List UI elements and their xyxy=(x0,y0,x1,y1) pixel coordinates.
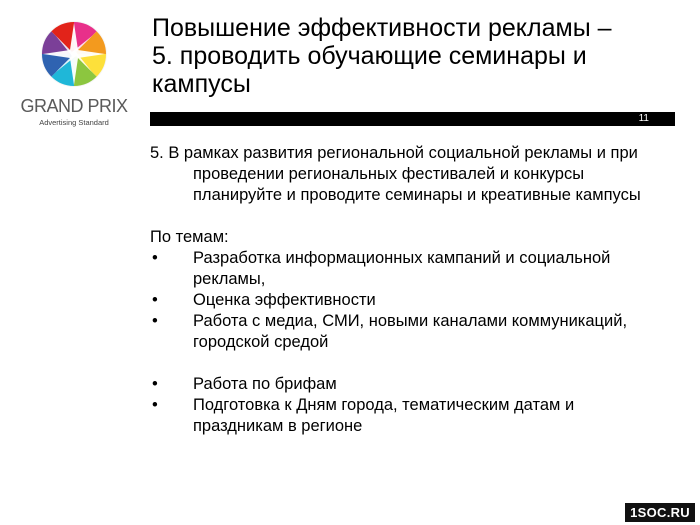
list-item-line: городской средой xyxy=(193,333,329,351)
list-item-line: праздникам в регионе xyxy=(193,417,363,435)
logo-name: GRAND PRIX xyxy=(20,96,128,116)
point-line: планируйте и проводите семинары и креативные кампусы xyxy=(193,186,641,204)
list-item-line: рекламы, xyxy=(193,270,266,288)
list-item-line: Работа по брифам xyxy=(193,375,337,393)
title-line: Повышение эффективности рекламы – xyxy=(152,14,612,42)
list-item xyxy=(150,395,680,437)
topics-list xyxy=(150,248,680,437)
list-item-line: Разработка информационных кампаний и социальной xyxy=(193,249,611,267)
site-watermark: 1SOC.RU xyxy=(625,503,695,522)
slide-body xyxy=(150,143,680,437)
point-text xyxy=(150,143,680,164)
title-line: кампусы xyxy=(152,70,251,98)
title-line: 5. проводить обучающие семинары и xyxy=(152,42,587,70)
topics-label: По темам: xyxy=(150,228,229,246)
star-logo-icon xyxy=(40,20,108,88)
list-item-line: Подготовка к Дням города, тематическим датам и xyxy=(193,396,575,414)
bullet-icon: • xyxy=(152,312,158,330)
point-continuation xyxy=(193,164,680,206)
list-item xyxy=(150,248,680,290)
point-line: проведении региональных фестивалей и конкурсы xyxy=(193,165,585,183)
list-item-line: Работа с медиа, СМИ, новыми каналами коммуникаций, xyxy=(193,312,628,330)
slide-number: 11 xyxy=(638,113,649,124)
list-item xyxy=(150,290,680,311)
bullet-icon: • xyxy=(152,291,158,309)
list-item xyxy=(150,311,680,353)
list-item-line: Оценка эффективности xyxy=(193,291,376,309)
grand-prix-logo xyxy=(18,20,130,130)
bullet-icon: • xyxy=(152,396,158,414)
slide-title xyxy=(152,14,672,98)
title-underline-bar xyxy=(150,112,675,126)
bullet-icon: • xyxy=(152,249,158,267)
point-line: 5. В рамках развития региональной социальной рекламы и при xyxy=(150,144,638,162)
logo-tagline: Advertising Standard xyxy=(39,118,109,127)
bullet-icon: • xyxy=(152,375,158,393)
list-item xyxy=(150,374,680,395)
